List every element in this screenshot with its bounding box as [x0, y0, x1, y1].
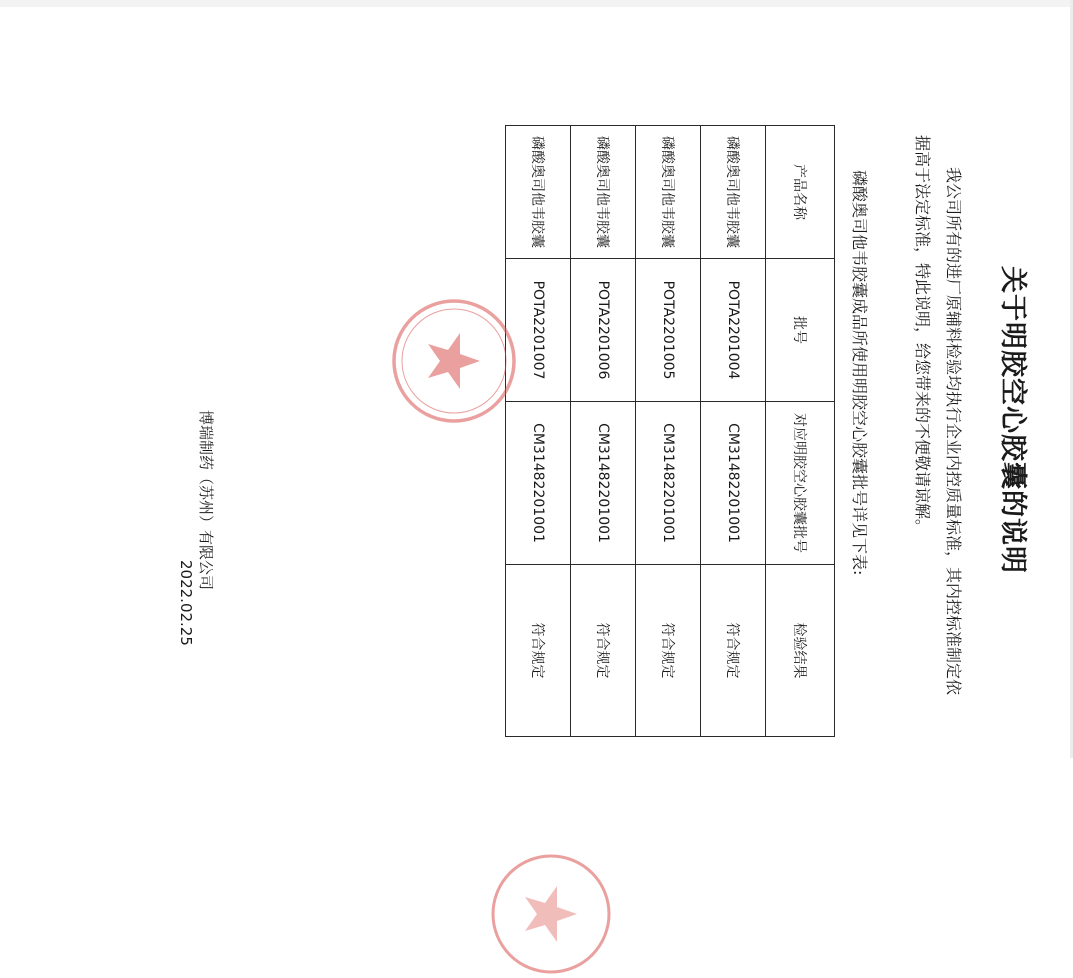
- cell-test-result: 符合规定: [506, 565, 571, 737]
- company-seal-stamp: [388, 295, 520, 427]
- header-batch-no: 批号: [766, 259, 835, 402]
- cell-batch-no: POTA2201007: [506, 259, 571, 402]
- signature-date: 2022.02.25: [177, 560, 195, 646]
- cell-test-result: 符合规定: [701, 565, 766, 737]
- header-test-result: 检验结果: [766, 565, 835, 737]
- cell-batch-no: POTA2201004: [701, 259, 766, 402]
- cell-capsule-batch-no: CM31482201001: [506, 402, 571, 565]
- cell-product-name: 磷酸奥司他韦胶囊: [571, 126, 636, 259]
- cell-batch-no: POTA2201006: [571, 259, 636, 402]
- cell-product-name: 磷酸奥司他韦胶囊: [636, 126, 701, 259]
- table-header-row: [766, 126, 835, 737]
- table-row: [571, 126, 636, 737]
- cell-test-result: 符合规定: [636, 565, 701, 737]
- cell-product-name: 磷酸奥司他韦胶囊: [506, 126, 571, 259]
- cell-batch-no: POTA2201005: [636, 259, 701, 402]
- table-lead-line: 磷酸奥司他韦胶囊成品所使用明胶空心胶囊批号详见下表:: [850, 170, 869, 576]
- document-title: 关于明胶空心胶囊的说明: [997, 266, 1028, 574]
- table-row: [506, 126, 571, 737]
- scan-edge-top: [0, 0, 1073, 7]
- rotated-document: [155, 90, 1035, 730]
- cell-capsule-batch-no: CM31482201001: [636, 402, 701, 565]
- cell-capsule-batch-no: CM31482201001: [571, 402, 636, 565]
- supplier-seal-stamp: [487, 850, 615, 978]
- table-row: [701, 126, 766, 737]
- company-signature: 博瑞制药（苏州）有限公司: [197, 410, 215, 591]
- header-capsule-batch-no: 对应明胶空心胶囊批号: [766, 402, 835, 565]
- cell-test-result: 符合规定: [571, 565, 636, 737]
- header-product-name: 产品名称: [766, 126, 835, 259]
- table-row: [636, 126, 701, 737]
- cell-product-name: 磷酸奥司他韦胶囊: [701, 126, 766, 259]
- cell-capsule-batch-no: CM31482201001: [701, 402, 766, 565]
- capsule-batch-table: [505, 125, 835, 737]
- explanation-paragraph: 我公司所有的进厂原辅料检验均执行企业内控质量标准，其内控标准制定依据高于法定标准，特此说明，给您带来的不便敬请谅解。: [913, 135, 963, 696]
